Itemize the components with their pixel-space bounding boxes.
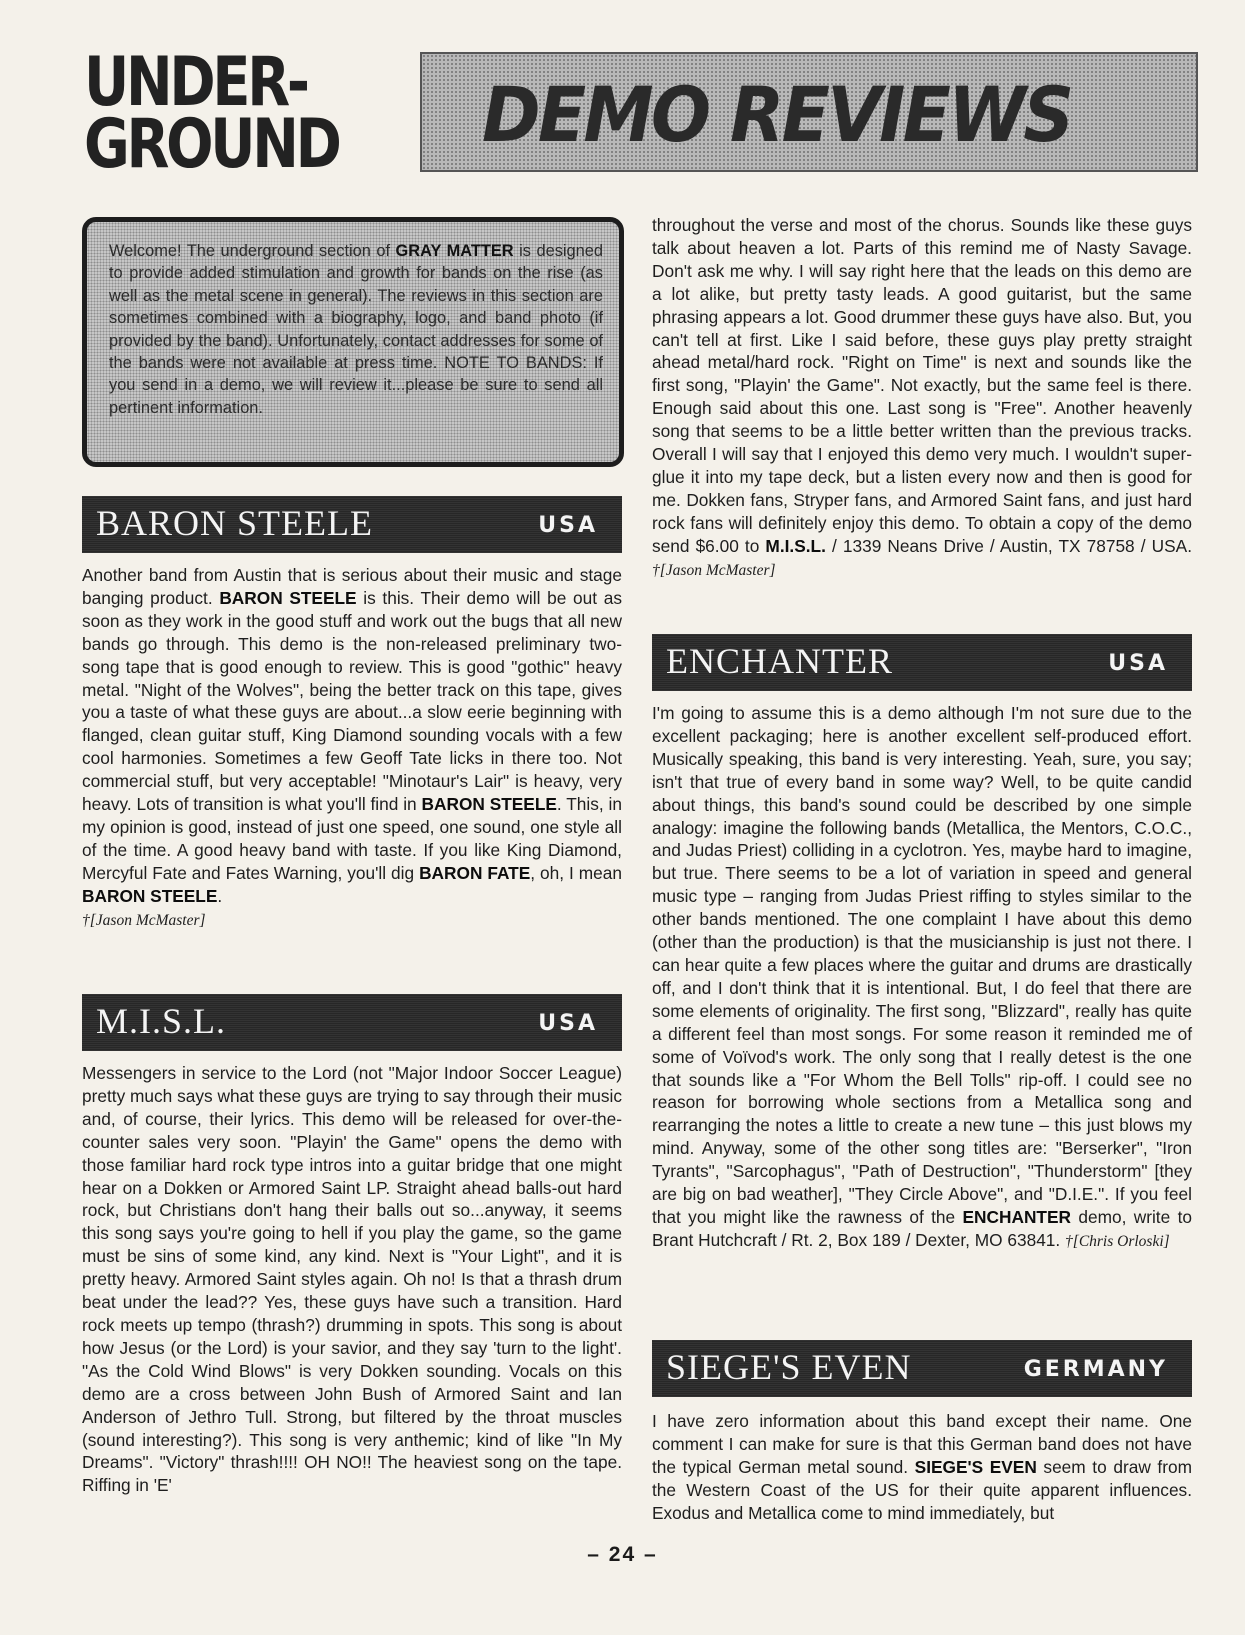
reviewer-signature: †[Chris Orloski]: [1065, 1232, 1170, 1250]
review-header-enchanter: [652, 634, 1192, 691]
review-body-misl-continued: [652, 214, 1192, 583]
review-text: is this. Their demo will be out as soon as they work in the good stuff and work out the bugs that all new bands go through. This demo is the non-released preliminary two-song tape that is good enough to review. This is good "gothic" heavy metal. "Night of the Wolves", being the better track on this tape, gives you a taste of what these guys are about...a slow eerie beginning with flanged, clean guitar stuff, King Diamond sounding vocals with a few cool harmonies. Sometimes a few Geoff Tate licks in there too. Not commercial stuff, but very acceptable! "Minotaur's Lair" is heavy, very heavy. Lots of transition is what you'll find in: [82, 587, 622, 815]
band-country: USA: [538, 1011, 598, 1036]
welcome-text-2: is designed to provide added stimulation and growth for bands on the rise (as well as the metal scene in general). The reviews in this section are sometimes combined with a biography, logo, and band photo (if provided by the band). Unfortunately, contact addresses for some of the bands were not available at press time. NOTE TO BANDS: If you send in a demo, we will review it...please be sure to send all pertinent information.: [109, 242, 603, 417]
review-text: .: [217, 885, 223, 906]
review-text: I have zero information about this band except their name. One comment I can make for sure is that this German band does not have the typical German metal sound.: [652, 1411, 1192, 1477]
band-mention: BARON STEELE: [82, 885, 218, 906]
welcome-text-1: Welcome! The underground section of: [109, 242, 396, 260]
band-mention: BARON STEELE: [421, 794, 557, 815]
review-text: throughout the verse and most of the chorus. Sounds like these guys talk about heaven a lot. Parts of this remind me of Nasty Savage. Don't ask me why. I will say right here that the leads on this demo are a lot alike, but pretty tasty leads. A good guitarist, but the same phrasing appears a lot. Good drummer these guys have also. But, you can't tell at first. Like I said before, these guys play pretty straight ahead metal/hard rock. "Right on Time" is next and sounds like the first song, "Playin' the Game". Not exactly, but the same feel is there. Enough said about this one. Last song is "Free". Another heavenly song that seems to be a little better written than the previous tracks. Overall I will say that I enjoyed this demo very much. I wouldn't super-glue it into my tape deck, but a listen every now and then is good for me. Dokken fans, Stryper fans, and Armored Saint fans, and just hard rock fans will definitely enjoy this demo. To obtain a copy of the demo send $6.00 to: [652, 215, 1192, 556]
reviewer-signature: †[Jason McMaster]: [652, 561, 776, 579]
review-text: seem to draw from the Western Coast of the US for their quite apparent influences. Exodus and Metallica come to mind immediately, but: [652, 1456, 1192, 1523]
logo-line-2: GROUND: [84, 105, 339, 184]
band-name: BARON STEELE: [96, 503, 373, 543]
band-country: GERMANY: [1023, 1357, 1168, 1382]
review-body-enchanter: [652, 702, 1192, 1254]
band-mention: SIEGE'S EVEN: [914, 1456, 1037, 1477]
band-mention: ENCHANTER: [962, 1206, 1071, 1227]
review-body-baron-steele: [82, 564, 622, 933]
review-header-baron-steele: [82, 496, 622, 553]
demo-reviews-banner: [420, 52, 1198, 172]
band-mention: BARON STEELE: [219, 587, 357, 608]
review-body-sieges-even: [652, 1410, 1192, 1525]
band-country: USA: [1108, 651, 1168, 676]
band-name: SIEGE'S EVEN: [666, 1347, 912, 1387]
banner-title: DEMO REVIEWS: [482, 70, 1072, 159]
review-text: Another band from Austin that is serious about their music and stage banging product.: [82, 565, 622, 608]
review-text: / 1339 Neans Drive / Austin, TX 78758 / USA.: [825, 535, 1192, 556]
band-country: USA: [538, 513, 598, 538]
page-number: – 24 –: [587, 1543, 658, 1566]
review-text: , oh, I mean: [530, 862, 622, 883]
welcome-box: [82, 217, 624, 467]
review-header-sieges-even: [652, 1340, 1192, 1397]
band-name: ENCHANTER: [666, 641, 893, 681]
review-text: . This, in my opinion is good, instead of just one speed, one sound, one style all of the time. A good heavy band with taste. If you like King Diamond, Mercyful Fate and Fates Warning, you'll dig: [82, 794, 622, 883]
logo-line-1: UNDER-: [84, 43, 307, 122]
review-header-misl: [82, 994, 622, 1051]
band-mention: BARON FATE: [419, 862, 531, 883]
band-mention: M.I.S.L.: [765, 535, 826, 556]
band-name: M.I.S.L.: [96, 1001, 227, 1041]
review-text: I'm going to assume this is a demo although I'm not sure due to the excellent packaging; here is another excellent self-produced effort. Musically speaking, this band is very interesting. Yeah, sure, you say; isn't that true of every band in some way? Well, to be quite candid about things, this band's sound could be described by one simple analogy: imagine the following bands (Metallica, the Mentors, C.O.C., and Judas Priest) colliding in a cyclotron. Yes, maybe hard to imagine, but true. There seems to be a lot of variation in speed and general music type – ranging from Judas Priest riffing to styles similar to the other bands mentioned. The one complaint I have about this demo (other than the production) is that the musicianship is just not there. I can hear quite a few places where the guitar and drums are drastically off, and I don't think that it is intentional. But, I do feel that there are some elements of originality. The first song, "Blizzard", really has quite a different feel than most songs. For some reason it reminded me of some of Voïvod's work. The only song that I really detest is the one that sounds like a "For Whom the Bell Tolls" rip-off. I could see no reason for borrowing whole sections from a Metallica song and rearranging the notes a little to create a new tune – this just blows my mind. Anyway, some of the other song titles are: "Berserker", "Iron Tyrants", "Sarcophagus", "Path of Destruction", "Thunderstorm" [they are big on bad weather], "They Circle Above", and "D.I.E.". If you feel that you might like the rawness of the: [652, 703, 1192, 1227]
reviewer-signature: †[Jason McMaster]: [82, 911, 206, 929]
underground-logo: [84, 43, 339, 184]
review-text: Messengers in service to the Lord (not "Major Indoor Soccer League) pretty much says what these guys are trying to say through their music and, of course, their lyrics. This demo will be released for over-the-counter sales very soon. "Playin' the Game" opens the demo with those familiar hard rock type intros into a guitar bridge that one might hear on a Dokken or Armored Saint LP. Straight ahead balls-out hard rock, but Christians don't hang their balls out so...anyway, it seems this song says you're going to hell if you play the game, so the game must be sins of some kind, any kind. Next is "Your Light", and it is pretty heavy. Armored Saint styles again. Oh no! Is that a thrash drum beat under the lead?? Yes, these guys have such a transition. Hard rock meets up tempo (thrash?) drumming in spots. This song is about how Jesus (or the Lord) is your savior, and they say 'turn to the light'. "As the Cold Wind Blows" is very Dokken sounding. Vocals on this demo are a cross between John Bush of Armored Saint and Ian Anderson of Jethro Tull. Strong, but filtered by the throat muscles (sound interesting?). This song is very anthemic; kind of like "In My Dreams". "Victory" thrash!!!! OH NO!! The heaviest song on the tape. Riffing in 'E': [82, 1063, 622, 1496]
review-body-misl: [82, 1062, 622, 1497]
magazine-name: GRAY MATTER: [395, 242, 514, 260]
review-text: demo, write to Brant Hutchcraft / Rt. 2, Box 189 / Dexter, MO 63841.: [652, 1206, 1192, 1250]
